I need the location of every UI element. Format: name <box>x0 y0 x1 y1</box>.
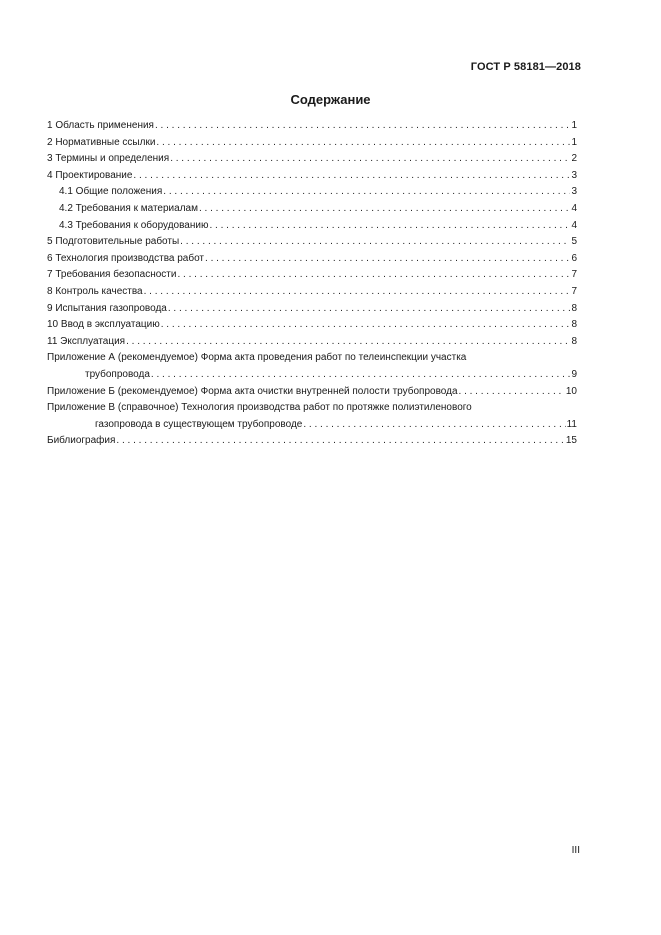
toc-entry-text-continued: газопровода в существующем трубопроводе <box>95 418 303 430</box>
toc-entry-8[interactable] <box>47 284 577 301</box>
dot-leader <box>168 301 571 318</box>
toc-page-number: 9 <box>571 368 577 380</box>
page-number: III <box>571 845 580 856</box>
dot-leader <box>116 433 564 450</box>
toc-entry-text: 4.2 Требования к материалам <box>59 202 198 214</box>
dot-leader <box>155 118 570 135</box>
toc-page-number: 4 <box>571 202 577 214</box>
toc-entry-4-3[interactable] <box>47 218 577 235</box>
toc-page-number: 5 <box>571 236 577 248</box>
toc-entry-annex-v[interactable] <box>47 400 577 433</box>
toc-page-number: 3 <box>571 169 577 181</box>
toc-entry-text: 11 Эксплуатация <box>47 335 126 347</box>
toc-entry-text: Библиография <box>47 435 116 447</box>
dot-leader <box>170 151 570 168</box>
toc-entry-10[interactable] <box>47 317 577 334</box>
toc-page-number: 7 <box>571 285 577 297</box>
toc-entry-2[interactable] <box>47 135 577 152</box>
toc-page-number: 8 <box>571 319 577 331</box>
toc-entry-4[interactable] <box>47 168 577 185</box>
toc-entry-text: Приложение В (справочное) Технология производства работ по протяжке полиэтиленового <box>47 402 472 414</box>
dot-leader <box>177 267 570 284</box>
dot-leader <box>205 251 570 268</box>
dot-leader <box>133 168 570 185</box>
toc-page-number: 4 <box>571 219 577 231</box>
toc-page-number: 1 <box>571 120 577 131</box>
toc-page-number: 15 <box>565 435 577 447</box>
dot-leader <box>161 317 571 334</box>
dot-leader <box>144 284 571 301</box>
toc-entry-text-continued: трубопровода <box>85 368 150 380</box>
toc-page-number: 8 <box>571 335 577 347</box>
toc-entry-annex-b[interactable] <box>47 384 577 401</box>
toc-entry-text: 2 Нормативные ссылки <box>47 136 156 148</box>
toc-entry-7[interactable] <box>47 267 577 284</box>
dot-leader <box>199 201 570 218</box>
toc-page-number: 3 <box>571 186 577 198</box>
toc-entry-text: 7 Требования безопасности <box>47 269 177 281</box>
toc-entry-4-1[interactable] <box>47 184 577 201</box>
dot-leader <box>209 218 570 235</box>
toc-entry-bibliography[interactable] <box>47 433 577 450</box>
toc-entry-6[interactable] <box>47 251 577 268</box>
toc-entry-text: 8 Контроль качества <box>47 285 143 297</box>
toc-entry-text: 6 Технология производства работ <box>47 252 205 264</box>
toc-entry-4-2[interactable] <box>47 201 577 218</box>
toc-entry-text: 4.3 Требования к оборудованию <box>59 219 209 231</box>
toc-entry-text: 4 Проектирование <box>47 169 133 181</box>
dot-leader <box>163 184 570 201</box>
toc-entry-text: Приложение Б (рекомендуемое) Форма акта очистки внутренней полости трубопровода <box>47 385 458 397</box>
dot-leader <box>156 135 570 152</box>
toc-entry-text: Приложение А (рекомендуемое) Форма акта проведения работ по телеинспекции участка <box>47 352 467 364</box>
toc-entry-9[interactable] <box>47 301 577 318</box>
dot-leader <box>151 367 571 384</box>
toc-page-number: 11 <box>566 418 577 430</box>
toc-entry-text: 4.1 Общие положения <box>59 186 163 198</box>
dot-leader <box>126 334 570 351</box>
document-id: ГОСТ Р 58181—2018 <box>470 61 581 73</box>
table-of-contents <box>47 118 577 450</box>
toc-page-number: 2 <box>571 153 577 165</box>
toc-page-number: 10 <box>565 385 577 397</box>
toc-entry-11[interactable] <box>47 334 577 351</box>
toc-entry-text: 9 Испытания газопровода <box>47 302 167 314</box>
page-title: Содержание <box>290 92 371 107</box>
toc-entry-text: 10 Ввод в эксплуатацию <box>47 319 160 331</box>
toc-entry-text: 3 Термины и определения <box>47 153 170 165</box>
toc-entry-text: 5 Подготовительные работы <box>47 236 180 248</box>
dot-leader <box>180 234 570 251</box>
toc-entry-annex-a[interactable] <box>47 350 577 383</box>
toc-entry-5[interactable] <box>47 234 577 251</box>
dot-leader <box>303 417 565 434</box>
dot-leader <box>459 384 565 401</box>
toc-entry-1[interactable] <box>47 118 577 135</box>
toc-page-number: 6 <box>571 252 577 264</box>
toc-entry-3[interactable] <box>47 151 577 168</box>
toc-page-number: 8 <box>571 302 577 314</box>
toc-entry-text: 1 Область применения <box>47 120 154 131</box>
toc-page-number: 7 <box>571 269 577 281</box>
toc-page-number: 1 <box>571 136 577 148</box>
